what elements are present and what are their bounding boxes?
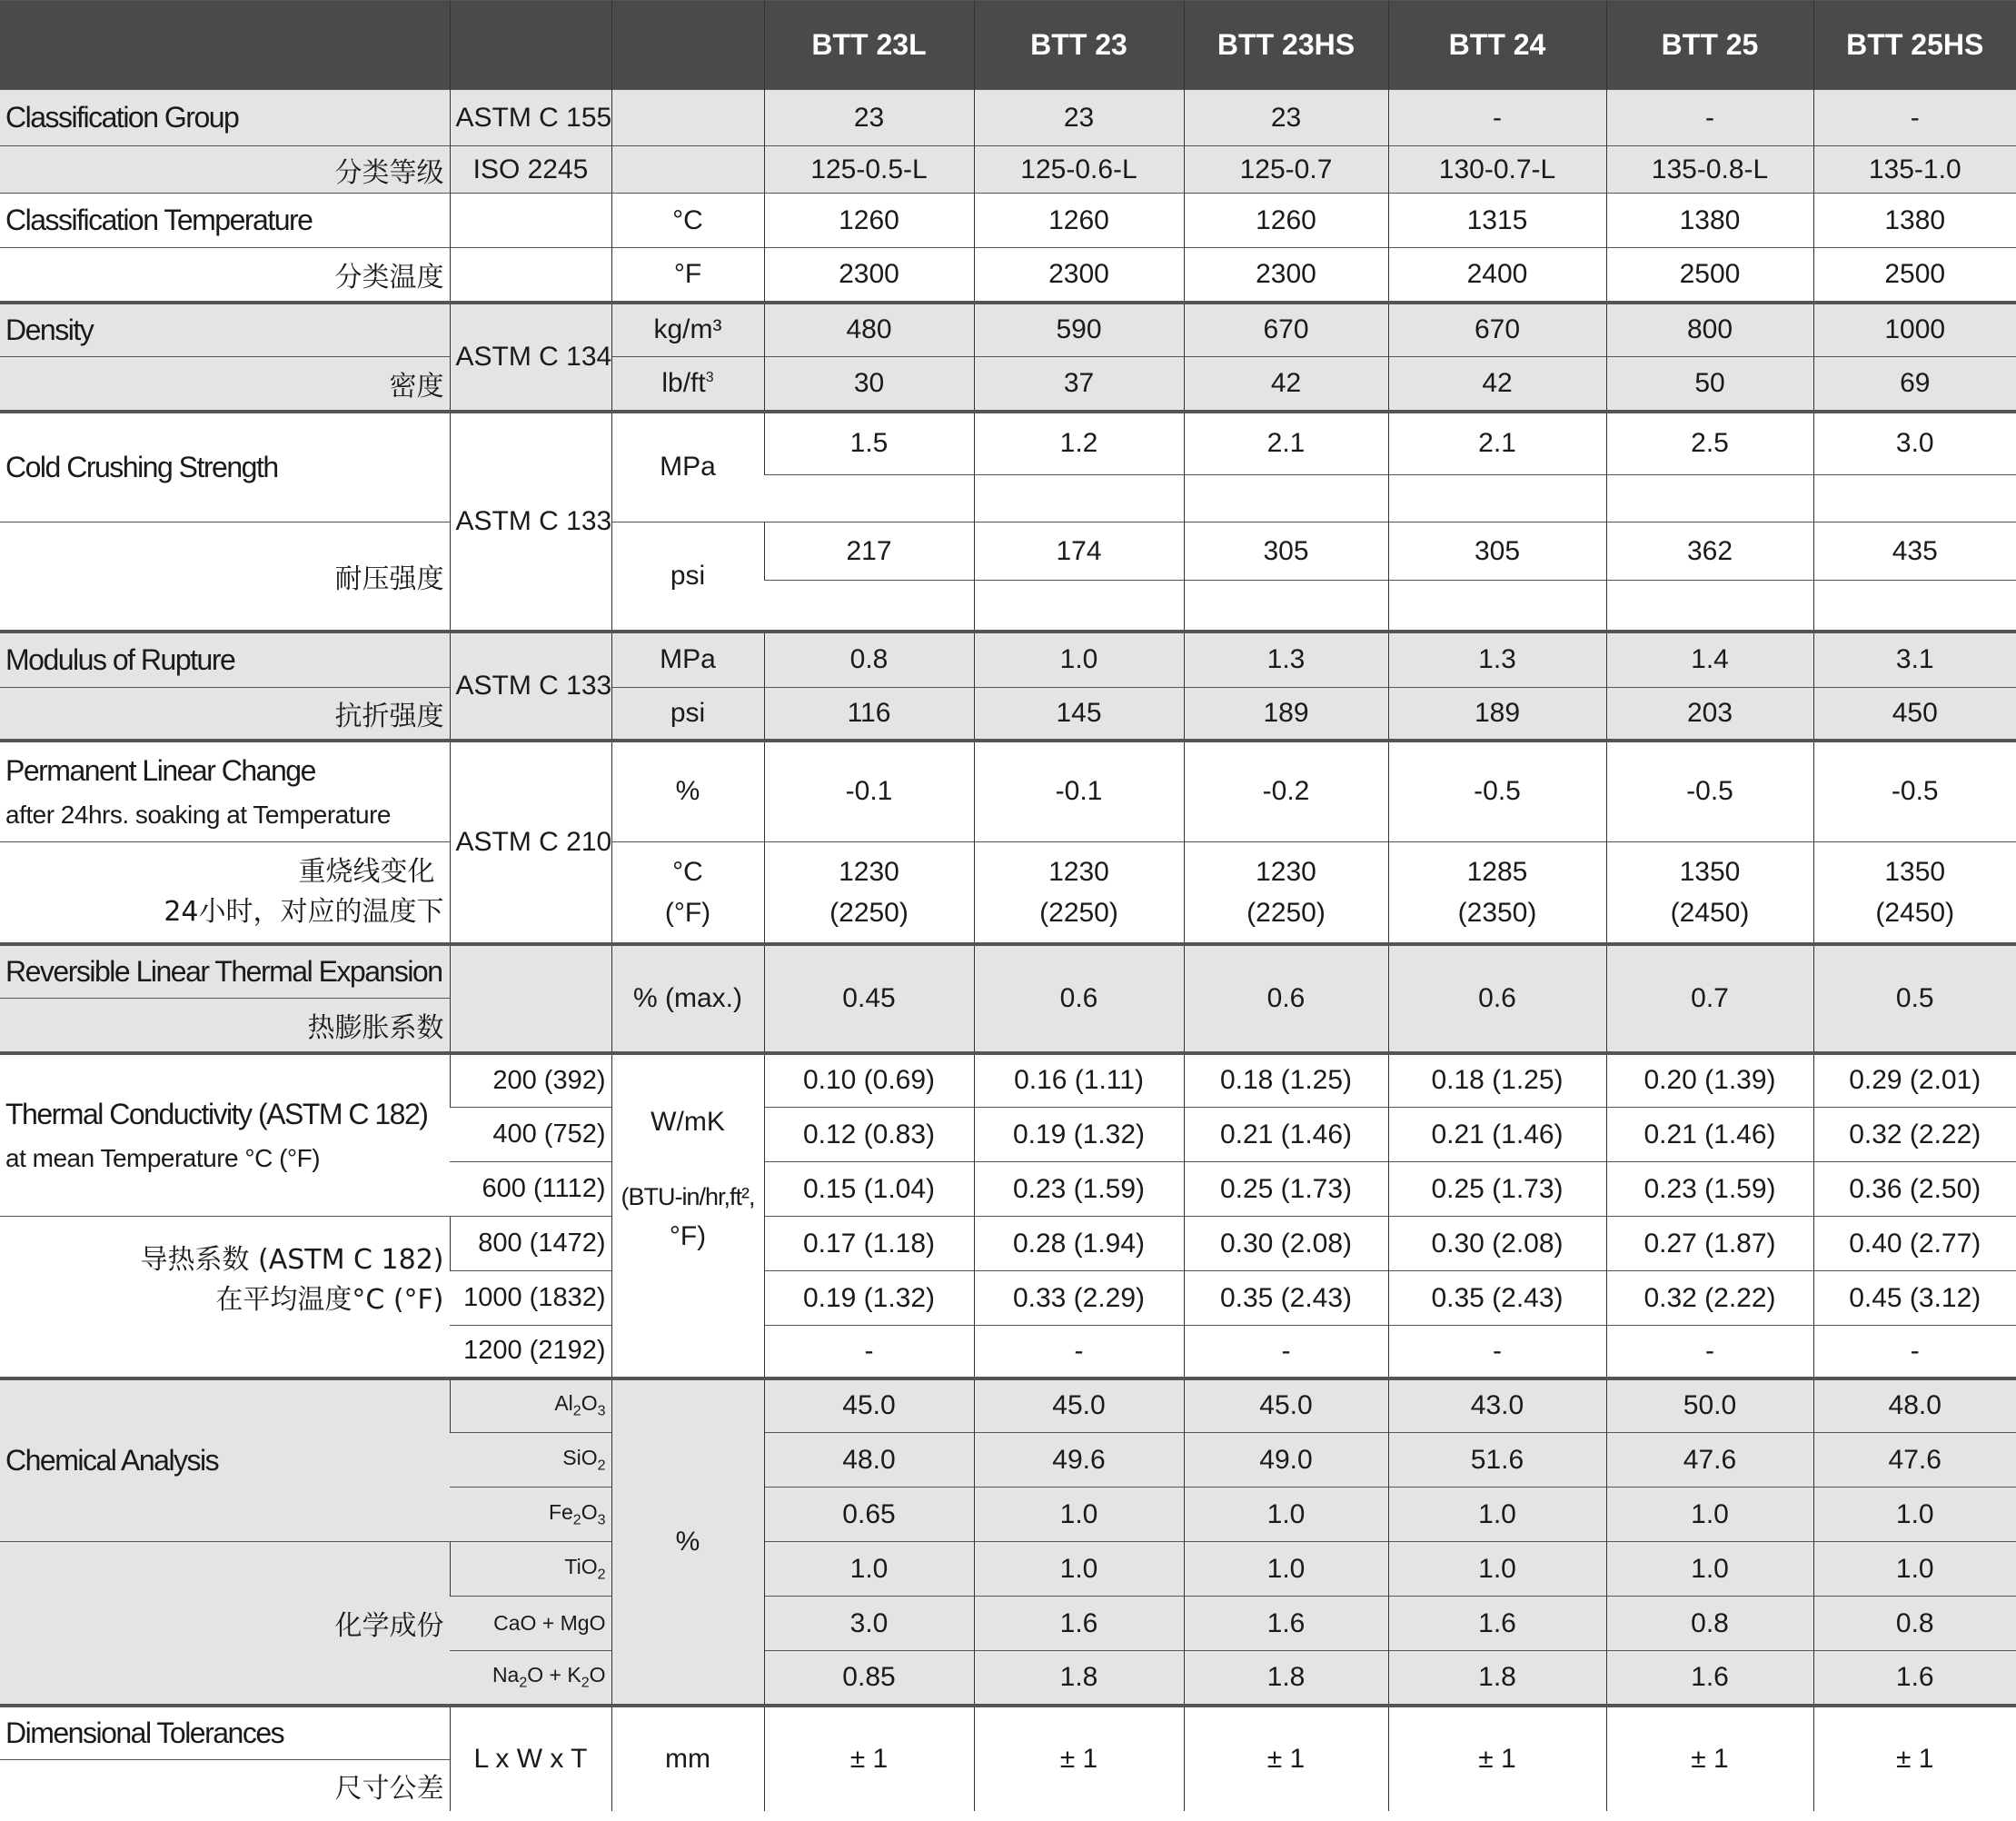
value-cell: 0.19 (1.32)	[974, 1108, 1184, 1162]
table-row	[0, 357, 2016, 412]
value-cell: 50.0	[1606, 1378, 1813, 1433]
value-cell: 1380	[1813, 194, 2016, 248]
value-cell: 0.6	[974, 944, 1184, 1053]
empty-cell	[1388, 475, 1606, 522]
condition-cell: 1200 (2192)	[450, 1326, 611, 1378]
value-cell: 1.6	[1184, 1597, 1388, 1651]
product-header: BTT 25	[1606, 1, 1813, 90]
value-cell: 1315	[1388, 194, 1606, 248]
value-cell: 0.21 (1.46)	[1388, 1108, 1606, 1162]
value-cell: 0.7	[1606, 944, 1813, 1053]
value-cell: 45.0	[764, 1378, 974, 1433]
row-label-sub: after 24hrs. soaking at Temperature	[5, 800, 392, 829]
table-row	[0, 412, 2016, 475]
value-cell: 0.8	[1813, 1597, 2016, 1651]
value-cell: 45.0	[974, 1378, 1184, 1433]
value-cell: 1260	[974, 194, 1184, 248]
value-cell: ± 1	[764, 1706, 974, 1811]
value-cell: 23	[764, 90, 974, 146]
row-label-zh: 化学成份	[0, 1542, 450, 1706]
row-label-main: Thermal Conductivity (ASTM C 182)	[5, 1097, 428, 1130]
value-cell: 1000	[1813, 303, 2016, 357]
unit-cell: psi	[611, 522, 764, 632]
row-label-zh: 热膨胀系数	[0, 999, 450, 1053]
standard-cell: ASTM C 134	[450, 303, 611, 412]
value-cell: ± 1	[1606, 1706, 1813, 1811]
value-cell: 1.8	[1184, 1651, 1388, 1706]
value-line: (2250)	[1039, 897, 1118, 928]
value-cell: 1.0	[1813, 1542, 2016, 1597]
value-cell: 1260	[1184, 194, 1388, 248]
value-cell: 47.6	[1606, 1433, 1813, 1488]
value-cell: 30	[764, 357, 974, 412]
product-header: BTT 24	[1388, 1, 1606, 90]
value-cell: 0.36 (2.50)	[1813, 1162, 2016, 1217]
value-cell: 1.0	[1388, 1542, 1606, 1597]
value-cell: 362	[1606, 522, 1813, 581]
chem-formula-cell: $Fe_2O_3$	[450, 1488, 611, 1542]
value-cell: 3.0	[1813, 412, 2016, 475]
value-cell: 1.0	[974, 632, 1184, 688]
unit-cell: kg/m³	[611, 303, 764, 357]
condition-cell: 800 (1472)	[450, 1217, 611, 1271]
value-cell: 49.6	[974, 1433, 1184, 1488]
table-row	[0, 522, 2016, 581]
chem-formula-cell: $Al_2O_3$	[450, 1378, 611, 1433]
value-line: (2350)	[1457, 897, 1537, 928]
value-cell: 69	[1813, 357, 2016, 412]
row-label-zh: 密度	[0, 357, 450, 412]
value-cell: 49.0	[1184, 1433, 1388, 1488]
value-cell: 670	[1388, 303, 1606, 357]
header-blank	[450, 1, 611, 90]
value-cell: 0.15 (1.04)	[764, 1162, 974, 1217]
value-cell: 1.0	[974, 1542, 1184, 1597]
empty-cell	[974, 581, 1184, 632]
value-cell	[1813, 842, 2016, 944]
value-cell: 48.0	[764, 1433, 974, 1488]
value-cell: 0.16 (1.11)	[974, 1053, 1184, 1108]
value-cell: -	[1606, 90, 1813, 146]
value-cell: 37	[974, 357, 1184, 412]
value-cell	[764, 842, 974, 944]
value-cell: 1.4	[1606, 632, 1813, 688]
value-cell	[1184, 842, 1388, 944]
standard-cell: ASTM C 210	[450, 741, 611, 944]
value-cell: 0.25 (1.73)	[1388, 1162, 1606, 1217]
product-header: BTT 23L	[764, 1, 974, 90]
row-label-zh	[0, 1217, 450, 1378]
table-row	[0, 248, 2016, 303]
value-cell: -	[1388, 1326, 1606, 1378]
value-cell: 217	[764, 522, 974, 581]
value-line: 1230	[1256, 856, 1316, 887]
row-label-en: Classification Group	[0, 90, 450, 146]
table-row	[0, 944, 2016, 999]
value-cell: 116	[764, 688, 974, 741]
value-cell: 1.6	[974, 1597, 1184, 1651]
value-cell: 0.5	[1813, 944, 2016, 1053]
unit-line: (°F)	[664, 897, 711, 928]
standard-cell	[450, 194, 611, 248]
unit-line: °F)	[669, 1220, 707, 1251]
row-label-en: Classification Temperature	[0, 194, 450, 248]
product-header: BTT 23HS	[1184, 1, 1388, 90]
chem-formula-cell: $Na_2O + K_2O$	[450, 1651, 611, 1706]
unit-line: W/mK	[650, 1107, 725, 1138]
value-cell: 43.0	[1388, 1378, 1606, 1433]
value-cell: 2400	[1388, 248, 1606, 303]
table-row	[0, 146, 2016, 194]
row-label-en: Density	[0, 303, 450, 357]
value-cell: 1.6	[1606, 1651, 1813, 1706]
value-cell: ± 1	[1388, 1706, 1606, 1811]
table-row	[0, 632, 2016, 688]
value-cell: 135-1.0	[1813, 146, 2016, 194]
value-cell: 0.35 (2.43)	[1184, 1271, 1388, 1326]
value-cell: 1.5	[764, 412, 974, 475]
condition-cell: 600 (1112)	[450, 1162, 611, 1217]
row-label-zh: 抗折强度	[0, 688, 450, 741]
table-row	[0, 303, 2016, 357]
condition-cell: 400 (752)	[450, 1108, 611, 1162]
row-label-en: Dimensional Tolerances	[0, 1706, 450, 1760]
table-row	[0, 842, 2016, 944]
value-cell: 2.1	[1388, 412, 1606, 475]
unit-cell: mm	[611, 1706, 764, 1811]
value-cell: 0.17 (1.18)	[764, 1217, 974, 1271]
unit-cell: °C	[611, 194, 764, 248]
row-label-zh: 耐压强度	[0, 522, 450, 632]
value-cell: 0.30 (2.08)	[1388, 1217, 1606, 1271]
row-label-zh-line: 导热系数 (ASTM C 182)	[140, 1244, 444, 1276]
row-label-zh: 分类等级	[0, 146, 450, 194]
value-cell: 48.0	[1813, 1378, 2016, 1433]
value-cell: 0.65	[764, 1488, 974, 1542]
value-cell: 435	[1813, 522, 2016, 581]
value-line: (2250)	[829, 897, 909, 928]
unit-line: (BTU-in/hr,ft²,	[621, 1183, 755, 1211]
unit-cell	[611, 842, 764, 944]
value-cell: 1.3	[1184, 632, 1388, 688]
value-cell: 1.0	[764, 1542, 974, 1597]
value-cell: 1.2	[974, 412, 1184, 475]
value-cell: -	[1606, 1326, 1813, 1378]
chem-formula-cell: CaO + MgO	[450, 1597, 611, 1651]
condition-cell: 200 (392)	[450, 1053, 611, 1108]
value-cell: 0.8	[1606, 1597, 1813, 1651]
row-label-en: Modulus of Rupture	[0, 632, 450, 688]
value-cell: 0.30 (2.08)	[1184, 1217, 1388, 1271]
value-cell: 450	[1813, 688, 2016, 741]
row-label-en	[0, 741, 450, 842]
unit-cell: MPa	[611, 412, 764, 522]
value-cell: 1.6	[1813, 1651, 2016, 1706]
unit-cell: %	[611, 1378, 764, 1706]
value-cell: ± 1	[1813, 1706, 2016, 1811]
value-line: 1285	[1466, 856, 1528, 887]
value-cell: 0.21 (1.46)	[1184, 1108, 1388, 1162]
standard-cell: ASTM C 155	[450, 90, 611, 146]
value-cell: 42	[1388, 357, 1606, 412]
empty-cell	[764, 581, 974, 632]
value-cell: -0.2	[1184, 741, 1388, 842]
chem-formula-cell: TiO$_2$	[450, 1542, 611, 1597]
standard-cell: ASTM C 133	[450, 632, 611, 741]
value-cell: 45.0	[1184, 1378, 1388, 1433]
value-cell: 50	[1606, 357, 1813, 412]
value-cell: -	[764, 1326, 974, 1378]
row-label-zh	[0, 842, 450, 944]
value-cell: 670	[1184, 303, 1388, 357]
value-cell: -0.5	[1606, 741, 1813, 842]
unit-line: °C	[672, 856, 703, 887]
table-row	[0, 1217, 2016, 1271]
value-cell: 0.32 (2.22)	[1813, 1108, 2016, 1162]
value-cell: 0.6	[1184, 944, 1388, 1053]
value-line: 1350	[1884, 856, 1946, 887]
value-cell: -	[1184, 1326, 1388, 1378]
product-header: BTT 25HS	[1813, 1, 2016, 90]
chem-formula-cell: SiO$_2$	[450, 1433, 611, 1488]
value-cell: 2500	[1813, 248, 2016, 303]
condition-cell: 1000 (1832)	[450, 1271, 611, 1326]
value-cell: 42	[1184, 357, 1388, 412]
table-row	[0, 1378, 2016, 1433]
value-cell	[1606, 842, 1813, 944]
row-label-sub: at mean Temperature °C (°F)	[5, 1143, 321, 1172]
value-cell: -0.1	[974, 741, 1184, 842]
table-row	[0, 194, 2016, 248]
product-header: BTT 23	[974, 1, 1184, 90]
empty-cell	[1813, 475, 2016, 522]
header-blank	[0, 1, 450, 90]
value-cell: ± 1	[1184, 1706, 1388, 1811]
value-cell: -0.5	[1388, 741, 1606, 842]
value-cell: 1.0	[1388, 1488, 1606, 1542]
value-cell: 0.23 (1.59)	[974, 1162, 1184, 1217]
table-row	[0, 1542, 2016, 1597]
value-line: (2450)	[1875, 897, 1955, 928]
value-cell: -	[1813, 1326, 2016, 1378]
empty-cell	[1184, 581, 1388, 632]
table-row	[0, 741, 2016, 842]
value-cell: -	[1388, 90, 1606, 146]
value-cell: 2.5	[1606, 412, 1813, 475]
value-cell: -	[1813, 90, 2016, 146]
value-cell: -	[974, 1326, 1184, 1378]
value-cell: 125-0.5-L	[764, 146, 974, 194]
value-cell: 23	[974, 90, 1184, 146]
value-cell: 0.12 (0.83)	[764, 1108, 974, 1162]
header-blank	[611, 1, 764, 90]
value-cell: 125-0.6-L	[974, 146, 1184, 194]
value-cell: 1.0	[1606, 1488, 1813, 1542]
value-cell: 800	[1606, 303, 1813, 357]
value-cell: 0.23 (1.59)	[1606, 1162, 1813, 1217]
value-cell: 1.0	[1606, 1542, 1813, 1597]
condition-cell: L x W x T	[450, 1706, 611, 1811]
empty-cell	[764, 475, 974, 522]
unit-cell: °F	[611, 248, 764, 303]
table-row	[0, 1706, 2016, 1760]
unit-cell	[611, 357, 764, 412]
value-cell: ± 1	[974, 1706, 1184, 1811]
unit-cell: psi	[611, 688, 764, 741]
empty-cell	[1388, 581, 1606, 632]
value-cell: 1.0	[1184, 1542, 1388, 1597]
value-cell	[974, 842, 1184, 944]
value-cell: 0.32 (2.22)	[1606, 1271, 1813, 1326]
unit-cell	[611, 90, 764, 146]
unit-cell: % (max.)	[611, 944, 764, 1053]
unit-text: lb/ft	[661, 367, 706, 398]
empty-cell	[1184, 475, 1388, 522]
value-cell: 0.21 (1.46)	[1606, 1108, 1813, 1162]
value-cell: 305	[1184, 522, 1388, 581]
value-cell: 0.29 (2.01)	[1813, 1053, 2016, 1108]
value-cell: 1260	[764, 194, 974, 248]
value-line: (2250)	[1246, 897, 1326, 928]
value-cell: 2500	[1606, 248, 1813, 303]
value-cell: 0.18 (1.25)	[1184, 1053, 1388, 1108]
value-cell: 3.0	[764, 1597, 974, 1651]
value-cell: 1.8	[974, 1651, 1184, 1706]
row-label-zh-line: 重烧线变化	[298, 856, 435, 889]
value-cell: 2.1	[1184, 412, 1388, 475]
value-cell: 2300	[974, 248, 1184, 303]
unit-superscript: 3	[705, 369, 714, 385]
empty-cell	[974, 475, 1184, 522]
value-cell: 1.3	[1388, 632, 1606, 688]
value-cell: -0.1	[764, 741, 974, 842]
value-cell: 1.0	[1184, 1488, 1388, 1542]
value-cell: 23	[1184, 90, 1388, 146]
value-cell	[1388, 842, 1606, 944]
value-cell: 0.25 (1.73)	[1184, 1162, 1388, 1217]
value-cell: 0.10 (0.69)	[764, 1053, 974, 1108]
standard-cell: ASTM C 133	[450, 412, 611, 632]
value-cell: 130-0.7-L	[1388, 146, 1606, 194]
unit-cell	[611, 1053, 764, 1378]
value-cell: 0.27 (1.87)	[1606, 1217, 1813, 1271]
empty-cell	[1606, 581, 1813, 632]
unit-cell: MPa	[611, 632, 764, 688]
value-cell: 0.45 (3.12)	[1813, 1271, 2016, 1326]
value-cell: 174	[974, 522, 1184, 581]
value-cell: 189	[1388, 688, 1606, 741]
table-row	[0, 688, 2016, 741]
table-row	[0, 1053, 2016, 1108]
value-line: 1350	[1679, 856, 1741, 887]
value-cell: 0.18 (1.25)	[1388, 1053, 1606, 1108]
empty-cell	[1606, 475, 1813, 522]
value-cell: 145	[974, 688, 1184, 741]
value-cell: 590	[974, 303, 1184, 357]
row-label-en: Chemical Analysis	[0, 1378, 450, 1542]
row-label-zh-line: 在平均温度°C (°F)	[215, 1283, 444, 1316]
value-cell: 305	[1388, 522, 1606, 581]
standard-cell	[450, 248, 611, 303]
value-cell: 1380	[1606, 194, 1813, 248]
row-label-en	[0, 1053, 450, 1217]
value-cell: 1.0	[1813, 1488, 2016, 1542]
value-cell: 0.40 (2.77)	[1813, 1217, 2016, 1271]
value-line: (2450)	[1670, 897, 1750, 928]
value-cell: -0.5	[1813, 741, 2016, 842]
value-cell: 480	[764, 303, 974, 357]
value-cell: 203	[1606, 688, 1813, 741]
row-label-en: Cold Crushing Strength	[0, 412, 450, 522]
value-cell: 189	[1184, 688, 1388, 741]
value-cell: 1.8	[1388, 1651, 1606, 1706]
value-cell: 3.1	[1813, 632, 2016, 688]
value-cell: 0.8	[764, 632, 974, 688]
value-cell: 0.85	[764, 1651, 974, 1706]
value-cell: 0.19 (1.32)	[764, 1271, 974, 1326]
standard-cell	[450, 944, 611, 1053]
row-label-main: Permanent Linear Change	[5, 753, 315, 787]
value-line: 1230	[839, 856, 899, 887]
unit-cell	[611, 146, 764, 194]
unit-cell: %	[611, 741, 764, 842]
value-cell: 0.20 (1.39)	[1606, 1053, 1813, 1108]
row-label-zh-line: 24小时，对应的温度下	[164, 895, 444, 928]
standard-cell: ISO 2245	[450, 146, 611, 194]
value-cell: 2300	[1184, 248, 1388, 303]
value-cell: 1.0	[974, 1488, 1184, 1542]
row-label-zh: 尺寸公差	[0, 1760, 450, 1811]
value-cell: 0.6	[1388, 944, 1606, 1053]
value-cell: 2300	[764, 248, 974, 303]
value-cell: 1.6	[1388, 1597, 1606, 1651]
value-cell: 125-0.7	[1184, 146, 1388, 194]
header-row	[0, 1, 2016, 90]
row-label-zh: 分类温度	[0, 248, 450, 303]
value-cell: 51.6	[1388, 1433, 1606, 1488]
value-cell: 135-0.8-L	[1606, 146, 1813, 194]
value-cell: 0.35 (2.43)	[1388, 1271, 1606, 1326]
value-line: 1230	[1048, 856, 1109, 887]
value-cell: 0.28 (1.94)	[974, 1217, 1184, 1271]
table-row	[0, 90, 2016, 146]
row-label-en: Reversible Linear Thermal Expansion	[0, 944, 450, 999]
value-cell: 0.33 (2.29)	[974, 1271, 1184, 1326]
value-cell: 47.6	[1813, 1433, 2016, 1488]
empty-cell	[1813, 581, 2016, 632]
value-cell: 0.45	[764, 944, 974, 1053]
